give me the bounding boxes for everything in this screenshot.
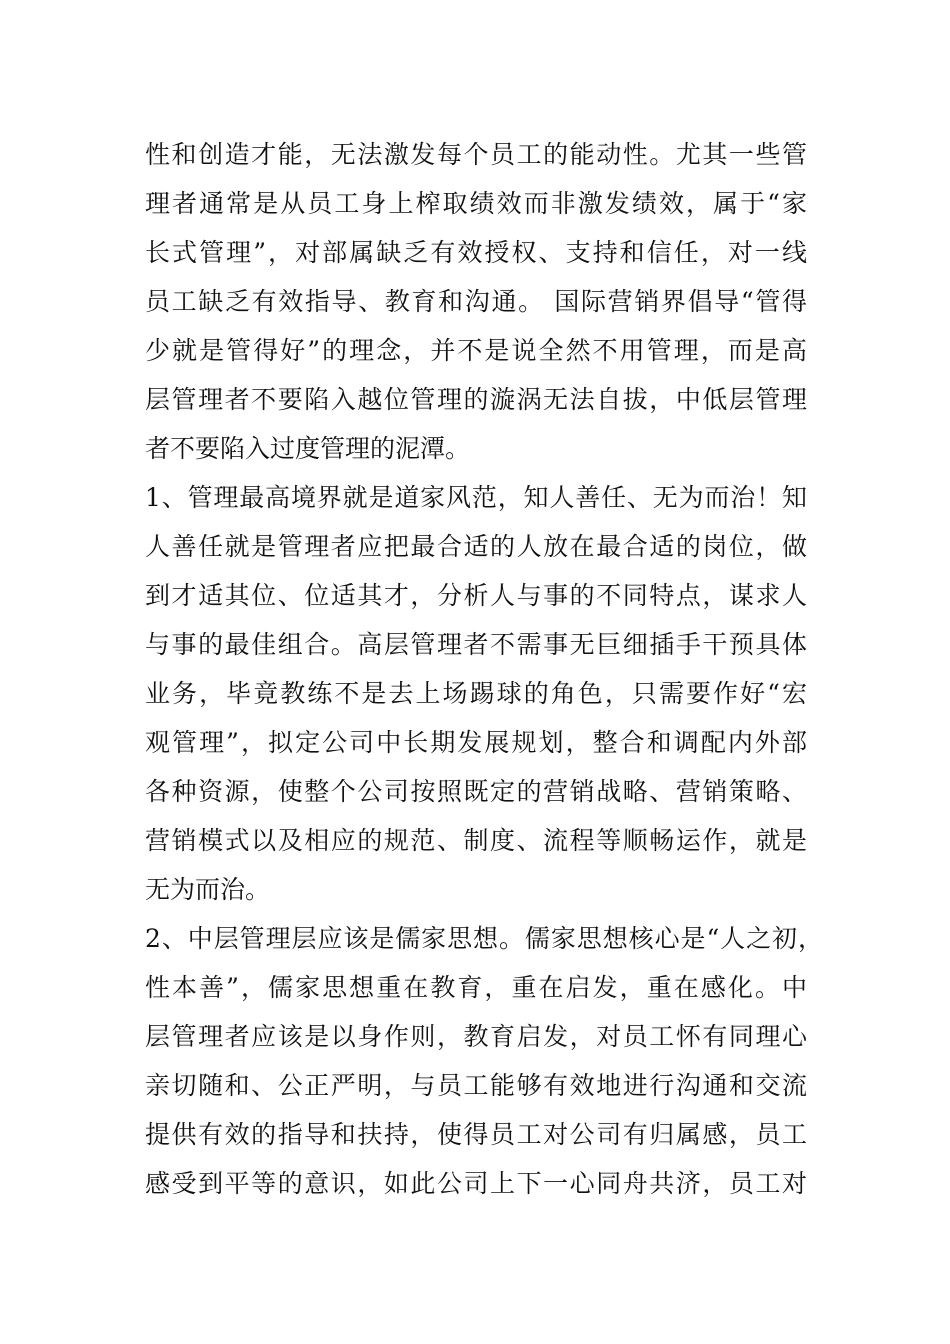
- text-line-20: 亲切随和、公正严明，与员工能够有效地进行沟通和交流: [145, 1071, 807, 1100]
- text-line-11: 与事的最佳组合。高层管理者不需事无巨细插手干预具体: [145, 630, 807, 659]
- text-line-3: 长式管理”，对部属缺乏有效授权、支持和信任，对一线: [145, 238, 807, 267]
- text-line-22: 感受到平等的意识，如此公司上下一心同舟共济，员工对: [145, 1169, 807, 1198]
- text-line-19: 层管理者应该是以身作则，教育启发，对员工怀有同理心: [145, 1022, 807, 1051]
- text-line-18: 性本善”，儒家思想重在教育，重在启发，重在感化。中: [145, 973, 807, 1002]
- text-line-12: 业务，毕竟教练不是去上场踢球的角色，只需要作好“宏: [145, 679, 807, 708]
- text-line-4: 员工缺乏有效指导、教育和沟通。 国际营销界倡导“管得: [145, 287, 807, 316]
- text-line-7: 者不要陷入过度管理的泥潭。: [145, 434, 471, 463]
- text-line-9: 人善任就是管理者应把最合适的人放在最合适的岗位，做: [145, 532, 807, 561]
- text-line-15: 营销模式以及相应的规范、制度、流程等顺畅运作，就是: [145, 826, 807, 855]
- text-line-21: 提供有效的指导和扶持，使得员工对公司有归属感，员工: [145, 1120, 807, 1149]
- text-line-10: 到才适其位、位适其才，分析人与事的不同特点，谋求人: [145, 581, 807, 610]
- text-line-2: 理者通常是从员工身上榨取绩效而非激发绩效，属于“家: [145, 189, 807, 218]
- text-line-14: 各种资源，使整个公司按照既定的营销战略、营销策略、: [145, 777, 807, 806]
- text-line-1: 性和创造才能，无法激发每个员工的能动性。尤其一些管: [145, 140, 807, 169]
- text-line-8: 1、管理最高境界就是道家风范，知人善任、无为而治！知: [145, 483, 807, 512]
- text-line-6: 层管理者不要陷入越位管理的漩涡无法自拔，中低层管理: [145, 385, 807, 414]
- text-line-17: 2、中层管理层应该是儒家思想。儒家思想核心是“人之初，: [145, 924, 823, 953]
- text-line-5: 少就是管得好”的理念，并不是说全然不用管理，而是高: [145, 336, 807, 365]
- text-line-13: 观管理”，拟定公司中长期发展规划，整合和调配内外部: [145, 728, 807, 757]
- text-line-16: 无为而治。: [145, 875, 271, 904]
